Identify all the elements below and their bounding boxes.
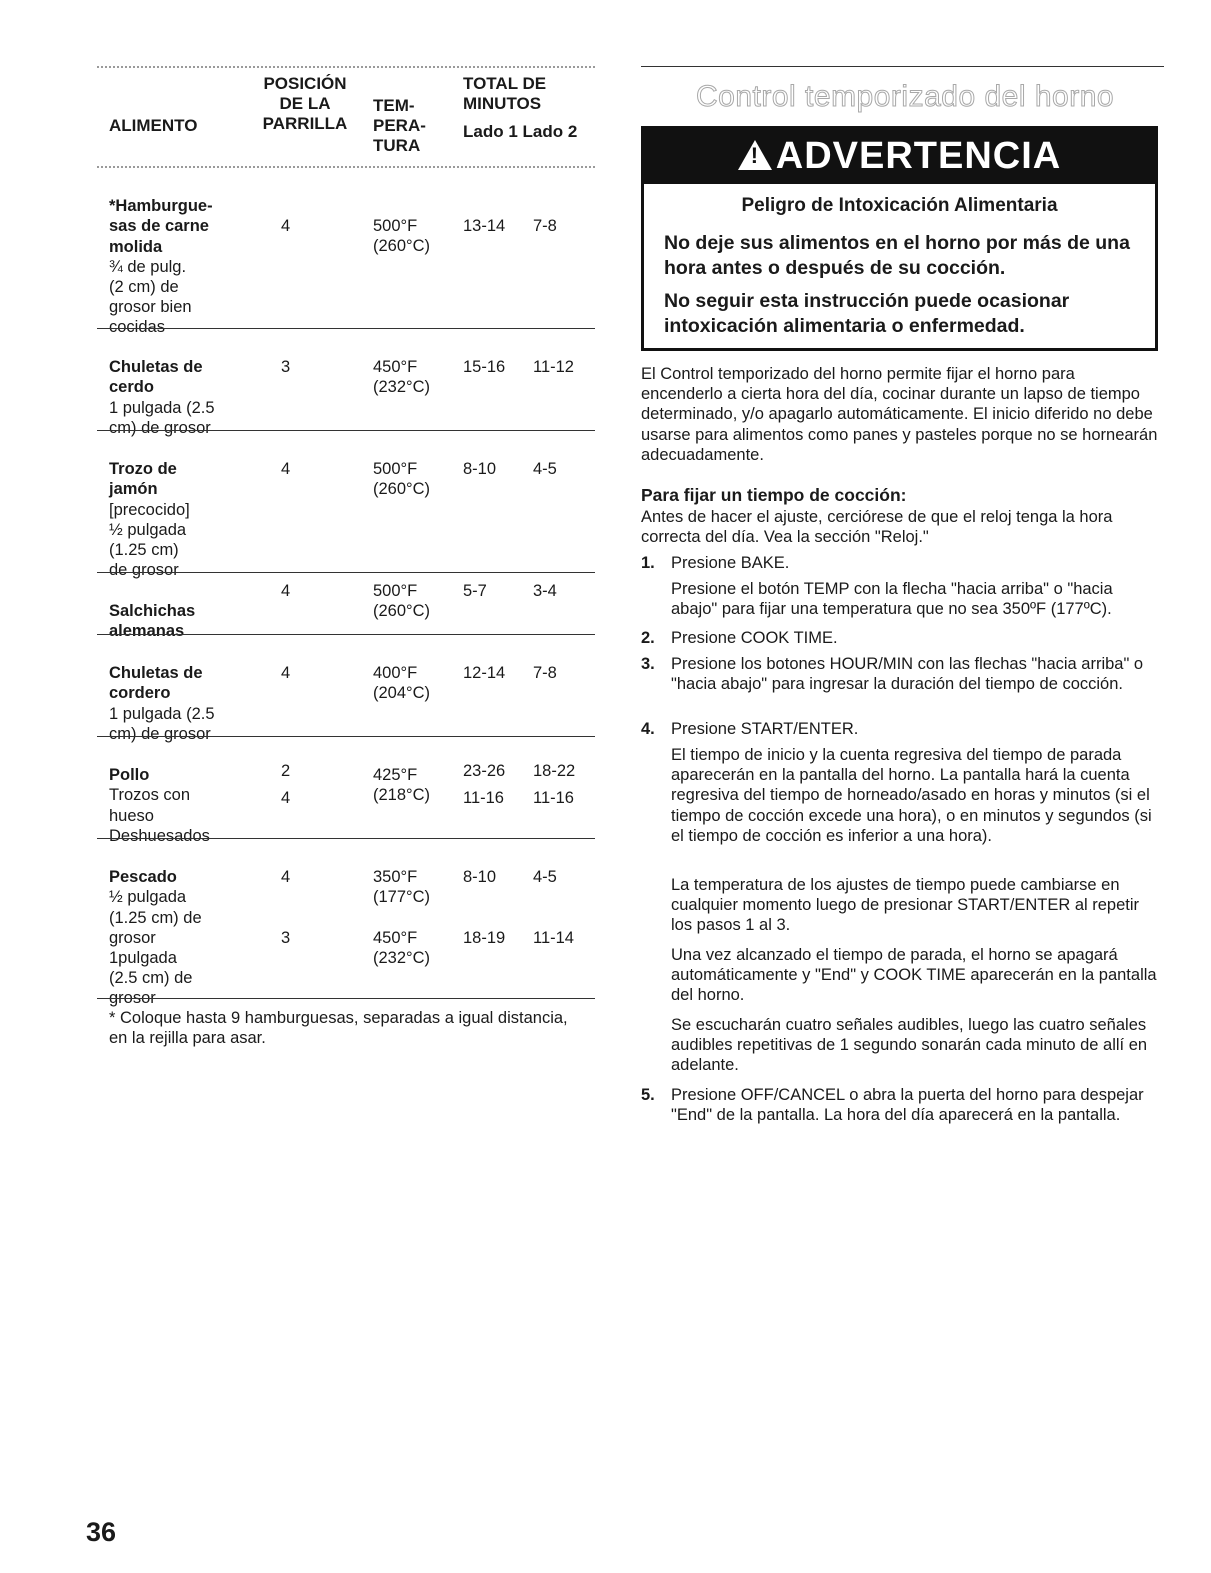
header-sides: Lado 1 Lado 2 [463,122,578,141]
side2-cell: 4-5 [533,460,557,478]
side2-cell: 18-22 11-16 [533,762,576,807]
table-footnote: * Coloque hasta 9 hamburguesas, separadas a igual distancia, en la rejilla para asar. [109,1009,568,1048]
temp-cell: 425°F (218°C) [373,766,431,805]
warning-paragraph-1: No deje sus alimentos en el horno por más de una hora antes o después de su cocción. [664,232,1130,279]
rack-cell: 3 [281,358,291,376]
side1-cell: 5-7 [463,582,487,600]
rack-cell: 4 3 [281,868,291,947]
food-cell: Chuletas de cordero 1 pulgada (2.5 cm) de grosor [109,664,215,743]
warning-triangle-icon: ! [738,140,772,170]
side1-cell: 15-16 [463,358,506,376]
side1-cell: 12-14 [463,664,506,682]
food-cell: Pescado ½ pulgada (1.25 cm) de grosor 1pulgada (2.5 cm) de grosor [109,868,202,1008]
warning-box [641,126,1158,351]
side1-cell: 8-10 18-19 [463,868,506,947]
page-number: 36 [86,1517,117,1547]
side2-cell: 11-12 [533,358,574,376]
temp-cell: 500°F (260°C) [373,217,431,256]
rack-cell: 4 [281,217,291,235]
temp-cell: 500°F (260°C) [373,460,431,499]
side1-cell: 23-26 11-16 [463,762,506,807]
warning-banner [644,129,1155,184]
header-temp: TEM- PERA- TURA [373,96,426,155]
section-title: Control temporizado del horno [696,80,1115,113]
intro-paragraph: El Control temporizado del horno permite fijar el horno para encenderlo a cierta hora del día, cocinar durante un lapso de tiempo determinado, y/o apagarlo automáticamente. El inicio diferido no debe usarse para alimentos como panes y pasteles porque no se hornearán adecuadamente. [641,365,1158,464]
food-cell: *Hamburgue- sas de carne molida ¾ de pulg. (2 cm) de grosor bien cocidas [109,197,213,337]
side2-cell: 3-4 [533,582,557,600]
temp-cell: 450°F (232°C) [373,358,431,397]
side2-cell: 7-8 [533,217,557,235]
food-cell: Pollo Trozos con hueso Deshuesados [109,766,210,845]
temp-cell: 500°F (260°C) [373,582,431,621]
warning-paragraph-2: No seguir esta instrucción puede ocasionar intoxicación alimentaria o enfermedad. [664,290,1070,337]
side2-cell: 4-5 11-14 [533,868,574,947]
side2-cell: 7-8 [533,664,557,682]
set-cook-time-heading: Para fijar un tiempo de cocción: [641,485,907,505]
warning-banner-text: ADVERTENCIA [775,135,1062,177]
warning-subtitle: Peligro de Intoxicación Alimentaria [741,195,1058,216]
rack-cell: 4 [281,664,291,682]
section-top-rule [641,66,1164,67]
temp-cell: 400°F (204°C) [373,664,431,703]
rack-cell: 4 [281,582,291,600]
header-rack: POSICIÓN DE LA PARRILLA [262,74,348,133]
header-food: ALIMENTO [109,116,198,135]
rack-cell: 4 [281,460,291,478]
header-total: TOTAL DE MINUTOS Lado 1 Lado 2 [463,74,578,141]
food-cell: Trozo de jamón [precocido] ½ pulgada (1.25 cm) de grosor [109,460,190,580]
rack-cell: 2 4 [281,762,291,807]
side1-cell: 8-10 [463,460,497,478]
pre-steps-paragraph: Antes de hacer el ajuste, cerciórese de que el reloj tenga la hora correcta del día. Vea la sección "Reloj." [641,508,1113,547]
food-cell: Salchichas alemanas [109,602,196,641]
header-bottom-rule [97,166,595,168]
side1-cell: 13-14 [463,217,506,235]
temp-cell: 350°F (177°C) 450°F (232°C) [373,868,431,967]
table-top-rule [97,66,595,68]
food-cell: Chuletas de cerdo 1 pulgada (2.5 cm) de grosor [109,358,215,437]
